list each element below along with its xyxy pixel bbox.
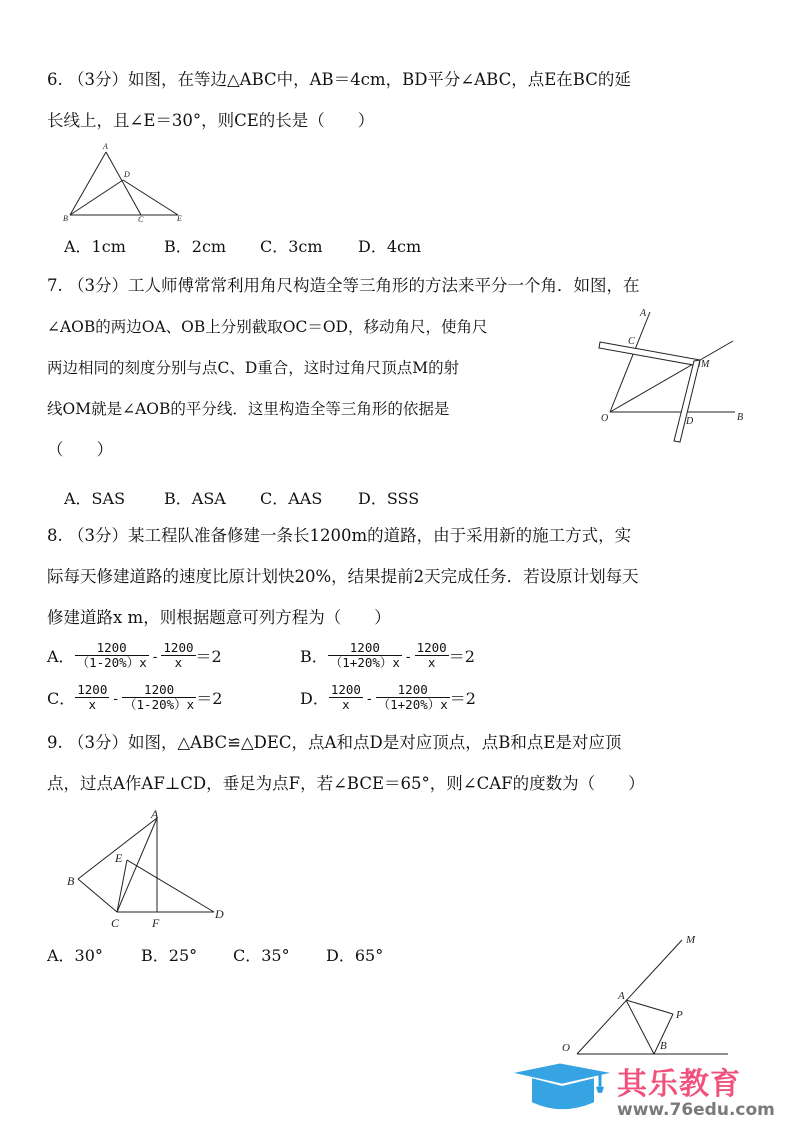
q9-option-b[interactable]: B．25°: [141, 946, 198, 965]
q8-option-c-label: C．: [47, 689, 76, 708]
q9-label-b: B: [67, 874, 75, 888]
denominator: x: [174, 655, 183, 670]
q10-label-a: A: [618, 990, 625, 1002]
denominator: x: [342, 697, 350, 712]
q8-text-line-1: 8. （3分）某工程队准备修建一条长1200m的道路，由于采用新的施工方式，实: [47, 526, 632, 545]
q9-text-line-1: 9. （3分）如图，△ABC≌△DEC，点A和点D是对应顶点，点B和点E是对应顶: [47, 733, 622, 752]
q9-segment-ed: [127, 860, 214, 912]
q8-option-b[interactable]: [300, 641, 475, 670]
minus-sign: -: [113, 689, 119, 706]
q9-segment-bc: [78, 879, 117, 912]
q7-text-line-1: 7. （3分）工人师傅常常利用角尺构造全等三角形的方法来平分一个角．如图，在: [47, 276, 640, 295]
q7-label-b: B: [737, 412, 744, 423]
q8-option-c[interactable]: [47, 683, 222, 712]
q9-segment-ca: [117, 818, 157, 912]
numerator: 1200: [163, 640, 194, 655]
q10-label-o: O: [562, 1042, 570, 1054]
denominator: （1+20%）x: [377, 697, 448, 712]
q8-option-d-label: D．: [300, 689, 329, 708]
q7-label-a: A: [640, 308, 647, 319]
q8-option-a-label: A．: [47, 647, 75, 666]
q9-option-d[interactable]: D．65°: [326, 946, 384, 965]
denominator: （1+20%）x: [329, 655, 400, 670]
q6-text-line-2: 长线上，且∠E＝30°，则CE的长是（ ）: [47, 111, 375, 130]
q7-option-d[interactable]: D．SSS: [358, 489, 420, 508]
equation-rhs: ＝2: [196, 689, 223, 708]
numerator: 1200: [328, 641, 402, 656]
q9-label-c: C: [111, 916, 120, 930]
q6-segment-ab: [70, 152, 106, 215]
minus-sign: -: [152, 647, 158, 664]
q8-option-d-fraction-1: [329, 683, 363, 712]
numerator: 1200: [416, 640, 447, 655]
q7-label-c: C: [628, 336, 635, 347]
q6-option-b[interactable]: B．2cm: [164, 237, 227, 256]
q9-label-d: D: [215, 907, 224, 921]
q6-option-c[interactable]: C．3cm: [260, 237, 323, 256]
q8-option-b-fraction-1: [328, 641, 402, 670]
q10-label-b: B: [660, 1040, 667, 1052]
graduation-cap-icon: [512, 1062, 612, 1120]
q9-option-c[interactable]: C．35°: [233, 946, 290, 965]
denominator: （1-20%）x: [76, 655, 147, 670]
q7-option-c[interactable]: C．AAS: [260, 489, 323, 508]
q8-text-line-3: 修建道路x m，则根据题意可列方程为（ ）: [47, 608, 391, 627]
q6-segment-bd: [70, 180, 123, 215]
q9-text-line-2: 点，过点A作AF⊥CD，垂足为点F，若∠BCE＝65°，则∠CAF的度数为（ ）: [47, 774, 645, 793]
q7-label-o: O: [601, 413, 609, 424]
q9-label-f: F: [152, 916, 160, 930]
q10-label-p: P: [676, 1009, 683, 1021]
q6-label-b: B: [63, 214, 68, 223]
q7-text-line-2: ∠AOB的两边OA、OB上分别截取OC＝OD，移动角尺，使角尺: [47, 318, 488, 336]
q6-option-d[interactable]: D．4cm: [358, 237, 422, 256]
q8-option-b-label: B．: [300, 647, 328, 666]
denominator: （1-20%）x: [124, 697, 195, 712]
q9-label-e: E: [115, 851, 123, 865]
q9-segment-ec: [117, 860, 127, 912]
denominator: x: [88, 697, 97, 712]
ray-om: [577, 940, 682, 1054]
equation-rhs: ＝2: [449, 689, 476, 708]
q8-text-line-2: 际每天修建道路的速度比原计划快20%，结果提前2天完成任务．若设原计划每天: [47, 567, 639, 586]
numerator: 1200: [75, 641, 149, 656]
q6-text-line-1: 6. （3分）如图，在等边△ABC中，AB＝4cm，BD平分∠ABC，点E在BC的延: [47, 70, 631, 89]
q8-option-a-fraction-1: [75, 641, 149, 670]
numerator: 1200: [376, 683, 450, 698]
q9-option-a[interactable]: A．30°: [47, 946, 103, 965]
q6-option-a[interactable]: A．1cm: [64, 237, 126, 256]
q7-figure: [596, 300, 760, 450]
q10-figure: [550, 925, 730, 1067]
q7-label-d: D: [686, 416, 694, 427]
q7-text-line-4: 线OM就是∠AOB的平分线．这里构造全等三角形的依据是: [47, 400, 450, 418]
minus-sign: -: [405, 647, 411, 664]
q7-text-line-5: （ ）: [47, 440, 113, 459]
watermark-url: www.76edu.com: [617, 1100, 775, 1120]
denominator: x: [427, 655, 436, 670]
q6-label-d: D: [124, 170, 130, 179]
q7-option-b[interactable]: B．ASA: [164, 489, 226, 508]
equation-rhs: ＝2: [195, 647, 222, 666]
q6-label-a: A: [103, 142, 108, 151]
minus-sign: -: [366, 689, 372, 706]
q7-ray-oa: [610, 312, 650, 412]
q9-figure: [60, 805, 240, 935]
q7-label-m: M: [701, 359, 710, 370]
q6-label-c: C: [138, 215, 144, 224]
q7-option-a[interactable]: A．SAS: [64, 489, 126, 508]
q8-option-a-fraction-2: [161, 641, 195, 670]
segment-ap: [626, 1000, 673, 1014]
q6-figure: [55, 138, 195, 228]
q8-option-d-fraction-2: [376, 683, 450, 712]
q9-label-a: A: [151, 807, 159, 821]
q8-option-c-fraction-1: [75, 683, 109, 712]
q7-ruler-horizontal-arm: [599, 342, 700, 366]
q8-option-d[interactable]: [300, 683, 476, 712]
equation-rhs: ＝2: [448, 647, 475, 666]
q6-segment-ac: [106, 152, 141, 215]
q9-segment-ab: [78, 818, 157, 879]
q6-label-e: E: [177, 214, 182, 223]
q8-option-b-fraction-2: [415, 641, 449, 670]
numerator: 1200: [330, 682, 361, 697]
numerator: 1200: [77, 682, 108, 697]
segment-ab: [626, 1000, 654, 1054]
q10-label-m: M: [686, 934, 696, 946]
q8-option-c-fraction-2: [122, 683, 196, 712]
q7-text-line-3: 两边相同的刻度分别与点C、D重合，这时过角尺顶点M的射: [47, 359, 460, 377]
numerator: 1200: [122, 683, 196, 698]
q8-option-a[interactable]: [47, 641, 222, 670]
watermark-brand: 其乐教育: [617, 1067, 741, 1102]
